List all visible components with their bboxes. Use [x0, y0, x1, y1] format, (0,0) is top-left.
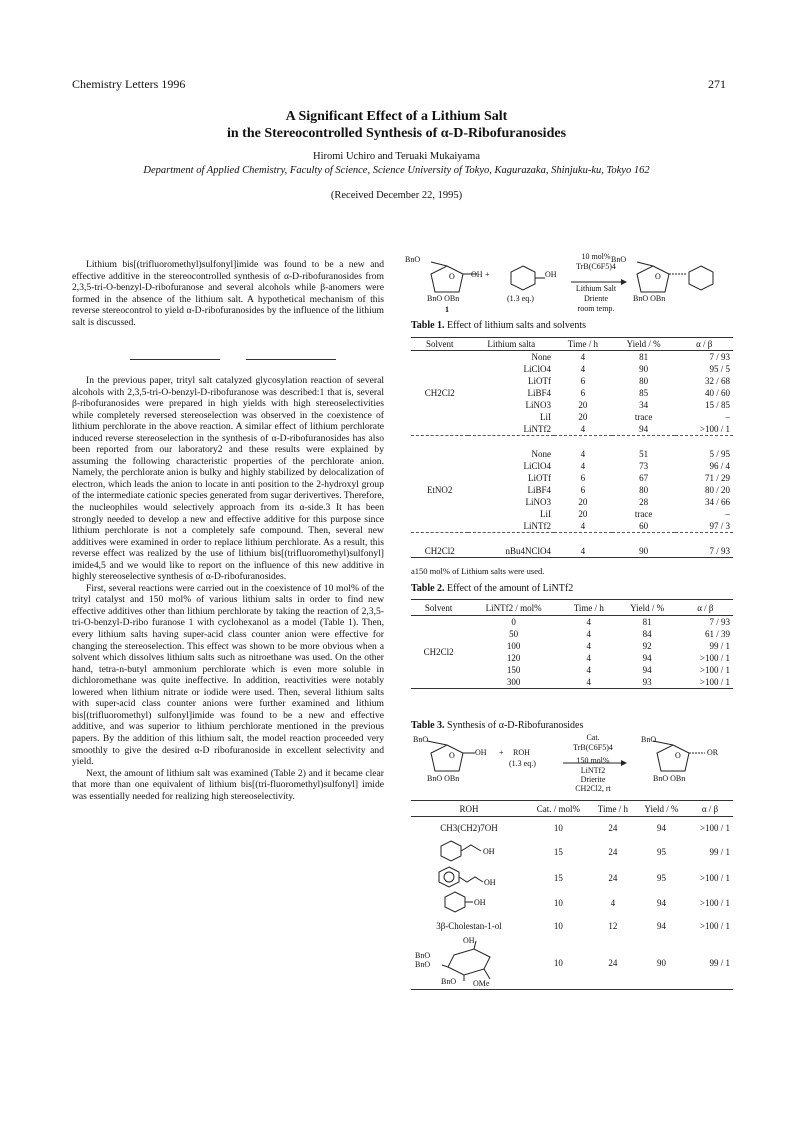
table1-solvent-cell: EtNO2	[426, 485, 453, 495]
scheme3-catalyst: TrB(C6F5)4	[573, 743, 613, 752]
svg-text:O: O	[655, 272, 661, 281]
glucoside-structure: OH BnO BnO BnO OMe	[411, 937, 527, 990]
table-row: LiNTf2 4 94 >100 / 1	[523, 424, 730, 434]
table-row: LiClO4 4 90 95 / 5	[523, 364, 730, 374]
journal-running-head: Chemistry Letters 1996	[72, 77, 186, 91]
scheme1-drierite: Driente	[584, 294, 608, 303]
title-line-1: A Significant Effect of a Lithium Salt	[285, 109, 508, 124]
scheme3-or: OR	[707, 748, 719, 757]
scheme3-eq: (1.3 eq.)	[509, 759, 536, 768]
table-row: LiNO3 20 34 15 / 85	[525, 400, 730, 410]
received-date: (Received December 22, 1995)	[330, 190, 463, 201]
scheme3-roh: ROH	[513, 748, 530, 757]
affiliation: Department of Applied Chemistry, Faculty of Science, Science University of Tokyo, Kagurazaka, Shinjuku-ku, Tokyo 162	[143, 165, 650, 176]
abstract-divider-left	[130, 359, 220, 360]
scheme1-obn-label: BnO OBn	[427, 294, 460, 303]
table3-caption: Table 3. Synthesis of α-D-Ribofuranosides	[411, 720, 584, 731]
table1-col-yield: Yield / %	[612, 338, 676, 351]
table2-solvent-cell: CH2Cl2	[411, 616, 466, 689]
svg-text:O: O	[449, 272, 455, 281]
table-row: LiI 20 trace –	[540, 412, 730, 422]
table1-col-solvent: Solvent	[411, 338, 468, 351]
table-row: 300 4 93 >100 / 1	[411, 676, 733, 689]
cyclohexyl-alcohol-icon	[439, 839, 499, 863]
table-row: 100 4 92 99 / 1	[506, 641, 730, 651]
body-paragraph: First, several reactions were carried out in the coexistence of 10 mol% of the trityl catalyst and 150 mol% of various lithium salts in order to find new effective additives other than lithium perchlorate by taking the reaction of 2,3,5-tri-O-benzyl-D-ribo furanose 1 with cyclohexanol as a model (Table 1). Then, every lithium salts having super-acid class counter anion were effective for changing the stereoselection. This effect was shown to be more obvious when a solvent which dissolves lithium salts such as nitroethane was used. On the other hand, tetra-n-butyl ammonium perchlorate which is even more soluble in dichloromethane was quite ineffective. In addition, reactivities were notably lowered when lithium nitrate or iodide were used. Then, several lithium salts with super-acid class counter anions were further examined and lithium bis[(trifluoromethyl) sulfonyl]imide was found to be a new and effective additive, and was superior to lithium perchlorate mentioned in the previous papers. By the addition of this lithium salt, the model reaction proceeded very smoothly to give the desired α-D ribofuranoside in excellent selectivity and yield.	[72, 582, 384, 768]
paper-title	[60, 108, 733, 142]
table-row: LiOTf 6 67 71 / 29	[528, 473, 730, 483]
scheme1-temperature: room temp.	[577, 304, 615, 313]
table-row: 150 4 94 >100 / 1	[506, 665, 730, 675]
svg-text:O: O	[449, 751, 455, 760]
table1-col-ratio: α / β	[675, 338, 733, 351]
scheme1-cyclohexanol-oh: OH	[545, 270, 557, 279]
svg-text:OH: OH	[483, 846, 495, 856]
table2-header-row: Solvent LiNTf2 / mol% Time / h Yield / % α / β	[411, 600, 733, 616]
table-row: LiOTf 6 80 32 / 68	[528, 376, 730, 386]
title-line-2: in the Stereocontrolled Synthesis of α-D-Ribofuranosides	[226, 126, 567, 141]
table-row: CH2Cl2 nBu4NClO4 4 90 7 / 93	[411, 545, 733, 558]
scheme1-reagent-amount: 10 mol%	[581, 252, 611, 261]
table-row: 3β-Cholestan-1-ol 10 12 94 >100 / 1	[436, 920, 730, 931]
compound-1-label: 1	[445, 305, 449, 314]
table1-header-row	[411, 338, 733, 351]
body-paragraph: Next, the amount of lithium salt was examined (Table 2) and it became clear that more than one equivalent of lithium bis[(tri-fluoromethyl)sulfonyl] imide was essentially needed for realizing high stereoselectivity.	[72, 767, 384, 802]
body-paragraph: In the previous paper, trityl salt catalyzed glycosylation reaction of several alcohols with 2,3,5-tri-O-benzyl-D-ribofuranose was described:1 that is, several β-ribofuranosides were prepared in high yields with high stereoselectivities while completely reversed stereoselection was observed in the coexistence of lithium perchlorate in the above reaction. A similar effect of lithium perchlorate induced reverse stereoselection in the synthesis of α-D-ribofuranosides has also been reported from our laboratory2 and these results were explained by assuming the following characteristic properties of the perchlorate anion. Namely, the perchlorate anion is bulky and highly stabilized by delocalization of electron, which leads the anion to locate in anti position to the 2-hydroxyl group of the intermediate cationic species generated from sugar derivertives. Therefore, the nucleophiles would selectively approach from its α-side.3 It has been strongly needed to develop a new and effective additive for this purpose since lithium perchlorate is not a completely safe compound. Then, several new additives were examined in order to replace lithium perchlorate. As a result, this reverse effect was realized by the use of lithium bis[(trifluoromethyl)sulfonyl] imide4,5 and we would like to report on the influence of this new additive in highly stereoselective synthesis of α-D-ribofuranosides.	[72, 375, 384, 583]
table1-solvent-cell: CH2Cl2	[424, 388, 455, 398]
table-3	[411, 800, 733, 990]
table1-col-time: Time / h	[554, 338, 612, 351]
table-row: OH 15 24 95 99 / 1	[411, 839, 733, 865]
authors: Hiromi Uchiro and Teruaki Mukaiyama	[312, 151, 481, 162]
reaction-scheme-3: O O BnO OH + ROH (1.3 eq.) BnO OBn Cat. TrB(C6F5)4 150 mol% LiNTf2 Drierite CH2Cl2, rt BnO OR BnO OBn	[413, 733, 733, 795]
table2-caption: Table 2. Effect of the amount of LiNTf2	[411, 583, 574, 594]
abstract-text: Lithium bis[(trifluoromethyl)sulfonyl]imide was found to be a new and effective additive in the stereocontrolled synthesis of α-D-ribofuranosides from 2,3,5-tri-O-benzyl-D-ribofuranose and several alcohols while β-anomers were formed in the absence of the lithium salt. A hypothetical mechanism of this reverse stereocontrol to yield α-D-ribofuranosides by the influence of the lithium salt is discussed.	[72, 259, 384, 328]
cyclohexylethanol-structure	[411, 839, 527, 865]
table-row: CH3(CH2)7OH 10 24 94 >100 / 1	[440, 822, 730, 833]
table-row: LiNO3 20 28 34 / 66	[525, 497, 730, 507]
scheme3-drierite: Drierite	[580, 775, 606, 784]
scheme1-bno-label: BnO	[405, 255, 421, 264]
svg-text:OH: OH	[484, 877, 496, 887]
table-row: 120 4 94 >100 / 1	[506, 653, 730, 663]
abstract-divider-right	[246, 359, 336, 360]
abstract	[72, 259, 384, 328]
table-row: CH2Cl2 None 4 81 7 / 93	[411, 351, 733, 364]
scheme1-product-obn: BnO OBn	[633, 294, 666, 303]
scheme3-cat: Cat.	[586, 733, 600, 742]
scheme1-catalyst: TrB(C6F5)4	[576, 262, 616, 271]
table1-group-separator	[411, 533, 733, 546]
table-row: CH2Cl2 0 4 81 7 / 93	[411, 616, 733, 629]
table-row: LiClO4 4 73 96 / 4	[523, 461, 730, 471]
scheme1-eq: (1.3 eq.)	[507, 294, 534, 303]
body-text	[72, 375, 384, 802]
table-row: OH 15 24 95 >100 / 1	[411, 865, 733, 891]
table-2	[411, 599, 733, 689]
table-row: LiBF4 6 85 40 / 60	[527, 388, 730, 398]
scheme1-additive: Lithium Salt	[575, 284, 617, 293]
svg-text:O: O	[675, 751, 681, 760]
table1-col-salt: Lithium salta	[468, 338, 554, 351]
reaction-scheme-1: O O BnO OH + OH BnO OBn 1 (1.3 eq.) 10 mol% TrB(C6F5)4 Lithium Salt Driente room temp. BnO BnO OBn	[405, 252, 733, 316]
phenyl-alcohol-icon	[437, 865, 501, 889]
table1-group-separator	[411, 436, 733, 449]
scheme3-lintf-amount: 150 mol%	[576, 756, 610, 765]
cyclohexanol-structure	[411, 891, 527, 915]
cyclohexanol-icon	[443, 891, 495, 913]
table-row: LiBF4 6 80 80 / 20	[527, 485, 730, 495]
table-row: LiNTf2 4 60 97 / 3	[523, 521, 730, 531]
table-row: OH 10 4 94 >100 / 1	[411, 891, 733, 915]
table-1	[411, 337, 733, 558]
scheme1-product-bno: BnO	[611, 255, 627, 264]
table1-caption: Table 1. Effect of lithium salts and solvents	[411, 320, 586, 331]
table1-footnote: a150 mol% of Lithium salts were used.	[411, 566, 545, 576]
phenylpropanol-structure	[411, 865, 527, 891]
table3-header-row: ROH Cat. / mol% Time / h Yield / % α / β	[411, 801, 733, 817]
page-number: 271	[708, 77, 726, 91]
table-row: OH BnO BnO BnO OMe 10 24 90 99 / 1	[411, 937, 733, 990]
svg-text:OH: OH	[474, 897, 486, 907]
scheme1-oh-label: OH	[471, 270, 483, 279]
table-row: 50 4 84 61 / 39	[509, 629, 730, 639]
table-row: LiI 20 trace –	[540, 509, 730, 519]
scheme3-lintf: LiNTf2	[580, 766, 606, 775]
table-row: EtNO2 None 4 51 5 / 95	[411, 448, 733, 460]
scheme3-solvent: CH2Cl2, rt	[575, 784, 611, 793]
